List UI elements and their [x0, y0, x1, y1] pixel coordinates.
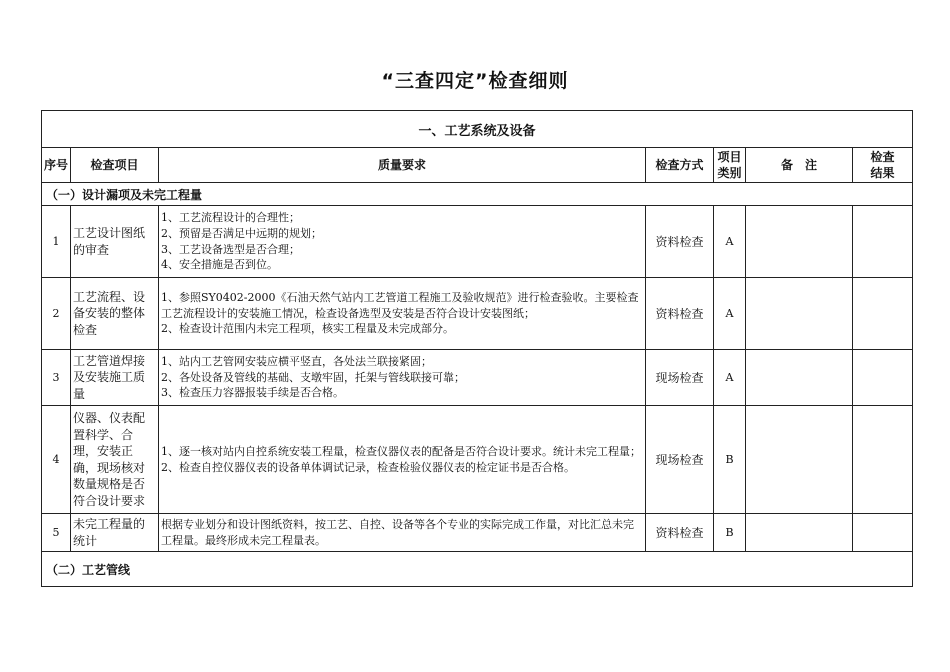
item-category: A	[714, 206, 746, 278]
item-category: A	[714, 278, 746, 350]
result-cell[interactable]	[853, 406, 913, 514]
remark-cell[interactable]	[746, 514, 853, 552]
check-item: 工艺设计图纸的审查	[71, 206, 159, 278]
header-requirement: 质量要求	[159, 148, 646, 183]
remark-cell[interactable]	[746, 278, 853, 350]
document-title: “三查四定”检查细则	[381, 70, 569, 92]
check-item: 未完工程量的统计	[71, 514, 159, 552]
remark-cell[interactable]	[746, 350, 853, 406]
check-method: 资料检查	[646, 206, 714, 278]
row-number: 5	[42, 514, 71, 552]
header-item: 检查项目	[71, 148, 159, 183]
quality-requirement: 1、站内工艺管网安装应横平竖直，各处法兰联接紧固； 2、各处设备及管线的基础、支墩牢固，托架与管线联接可靠； 3、检查压力容器报装手续是否合格。	[159, 350, 646, 406]
subsection-heading: （一）设计漏项及未完工程量	[42, 183, 913, 206]
inspection-table	[41, 110, 913, 587]
section-title: 一、工艺系统及设备	[42, 111, 913, 148]
header-method: 检查方式	[646, 148, 714, 183]
result-cell[interactable]	[853, 350, 913, 406]
quality-requirement: 根据专业划分和设计图纸资料，按工艺、自控、设备等各个专业的实际完成工作量，对比汇总未完工程量。最终形成未完工程量表。	[159, 514, 646, 552]
header-no: 序号	[42, 148, 71, 183]
result-cell[interactable]	[853, 206, 913, 278]
check-method: 现场检查	[646, 350, 714, 406]
quality-requirement: 1、工艺流程设计的合理性； 2、预留是否满足中远期的规划； 3、工艺设备选型是否合理； 4、安全措施是否到位。	[159, 206, 646, 278]
item-category: A	[714, 350, 746, 406]
item-category: B	[714, 514, 746, 552]
header-row	[42, 148, 913, 183]
subsection-heading: （二）工艺管线	[42, 552, 913, 587]
check-method: 现场检查	[646, 406, 714, 514]
header-result: 检查 结果	[853, 148, 913, 183]
row-number: 4	[42, 406, 71, 514]
check-method: 资料检查	[646, 514, 714, 552]
table-row	[42, 350, 913, 406]
quality-requirement: 1、参照SY0402-2000《石油天然气站内工艺管道工程施工及验收规范》进行检查验收。主要检查工艺流程设计的安装施工情况，检查设备选型及安装是否符合设计安装图纸； 2、检查设计范围内未完工程项，核实工程量及未完成部分。	[159, 278, 646, 350]
check-item: 工艺流程、设备安装的整体检查	[71, 278, 159, 350]
table-row	[42, 406, 913, 514]
table-row	[42, 206, 913, 278]
check-item: 仪器、仪表配置科学、合理，安装正确，现场核对数量规格是否符合设计要求	[71, 406, 159, 514]
row-number: 2	[42, 278, 71, 350]
table-row	[42, 514, 913, 552]
check-method: 资料检查	[646, 278, 714, 350]
result-cell[interactable]	[853, 514, 913, 552]
row-number: 1	[42, 206, 71, 278]
check-item: 工艺管道焊接及安装施工质量	[71, 350, 159, 406]
remark-cell[interactable]	[746, 406, 853, 514]
result-cell[interactable]	[853, 278, 913, 350]
remark-cell[interactable]	[746, 206, 853, 278]
header-remark: 备 注	[746, 148, 853, 183]
item-category: B	[714, 406, 746, 514]
row-number: 3	[42, 350, 71, 406]
table-row	[42, 278, 913, 350]
header-category: 项目 类别	[714, 148, 746, 183]
quality-requirement: 1、逐一核对站内自控系统安装工程量，检查仪器仪表的配备是否符合设计要求。统计未完工程量； 2、检查自控仪器仪表的设备单体调试记录，检查检验仪器仪表的检定证书是否合格。	[159, 406, 646, 514]
